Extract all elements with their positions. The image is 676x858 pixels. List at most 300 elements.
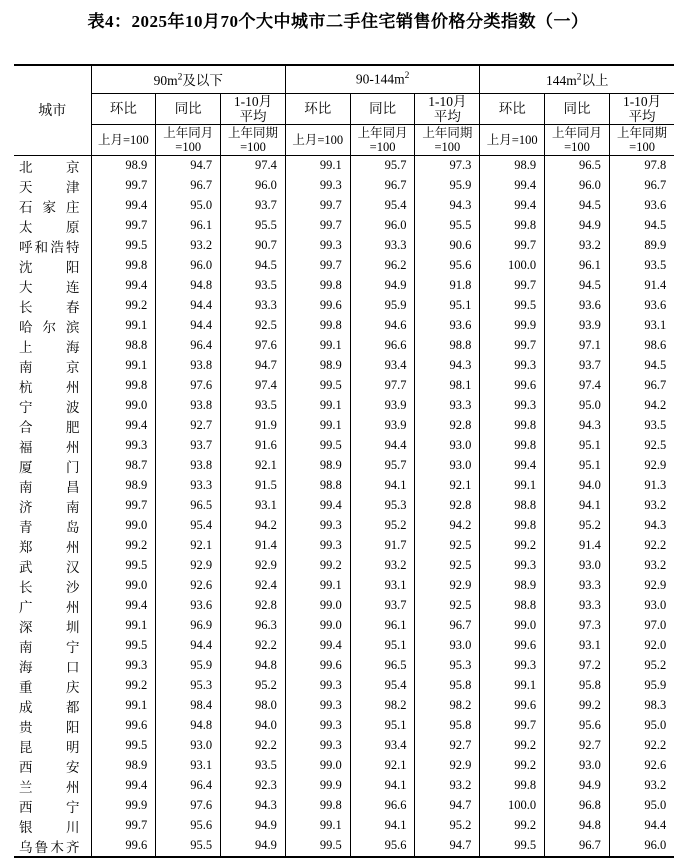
index-value-cell: 99.4 (91, 196, 156, 216)
col-header-base (156, 124, 221, 155)
city-name-cell (14, 216, 91, 236)
index-value-cell: 93.5 (221, 756, 286, 776)
index-value-cell: 94.8 (221, 656, 286, 676)
city-name (14, 676, 91, 696)
city-name-char: 郑 (19, 539, 33, 555)
table-row (14, 496, 674, 516)
city-name-char: 昆 (19, 739, 33, 755)
index-value-cell: 92.1 (350, 756, 415, 776)
city-name-char: 和 (34, 239, 49, 255)
index-value-cell: 95.3 (415, 656, 480, 676)
index-value-cell: 95.2 (350, 516, 415, 536)
index-value-cell: 98.2 (350, 696, 415, 716)
index-value-cell: 91.4 (644, 278, 667, 292)
index-value-cell: 99.6 (285, 656, 350, 676)
city-name-char: 乌 (19, 839, 33, 855)
city-name-cell (14, 416, 91, 436)
index-value-cell: 96.7 (644, 178, 667, 192)
index-value-cell: 99.4 (480, 176, 545, 196)
index-value-cell: 92.9 (415, 756, 480, 776)
city-name-char: 肥 (66, 419, 80, 435)
index-value-cell: 93.6 (415, 316, 480, 336)
index-value-cell: 95.3 (156, 676, 221, 696)
city-name-char: 原 (66, 219, 80, 235)
city-name-char: 津 (66, 179, 80, 195)
index-value-cell: 98.9 (480, 155, 545, 176)
city-name-cell (14, 816, 91, 836)
index-value-cell: 95.0 (644, 798, 667, 812)
index-value-cell: 95.5 (156, 836, 221, 857)
col-header-group-90-below (91, 65, 285, 93)
index-value-cell: 95.5 (221, 216, 286, 236)
group-label-text: 144m (546, 73, 577, 89)
index-value-cell: 99.7 (285, 216, 350, 236)
city-name (14, 296, 91, 316)
index-value-cell: 94.9 (545, 216, 610, 236)
index-value-cell: 93.6 (156, 596, 221, 616)
index-value-cell: 99.2 (545, 696, 610, 716)
city-name (14, 156, 91, 176)
city-name (14, 456, 91, 476)
index-value-cell: 93.2 (415, 776, 480, 796)
index-value-cell: 96.0 (221, 176, 286, 196)
index-value-cell: 93.7 (156, 436, 221, 456)
index-value-cell: 93.7 (221, 196, 286, 216)
index-value-cell: 93.3 (415, 396, 480, 416)
table-row (14, 576, 674, 596)
index-value-cell: 99.3 (91, 436, 156, 456)
city-name-cell (14, 436, 91, 456)
index-value-cell: 92.2 (644, 538, 667, 552)
index-value-cell: 99.5 (91, 736, 156, 756)
index-value-cell: 93.5 (221, 396, 286, 416)
header-label-line: =100 (369, 139, 396, 154)
index-value-cell: 99.3 (285, 176, 350, 196)
index-value-cell: 92.5 (221, 316, 286, 336)
index-value-cell: 99.7 (480, 336, 545, 356)
group-label-sup: 2 (404, 71, 410, 81)
index-value-cell: 99.3 (480, 556, 545, 576)
city-name (14, 516, 91, 536)
index-value-cell: 99.1 (91, 316, 156, 336)
index-value-cell: 99.9 (285, 776, 350, 796)
index-value-cell: 99.6 (480, 376, 545, 396)
city-name-cell (14, 736, 91, 756)
index-value-cell: 97.4 (221, 376, 286, 396)
table-row (14, 236, 674, 256)
index-value-cell: 99.2 (285, 556, 350, 576)
city-name-char: 宁 (66, 639, 80, 655)
index-value-cell: 99.7 (91, 216, 156, 236)
index-value-cell: 99.0 (91, 576, 156, 596)
index-value-cell: 99.5 (285, 376, 350, 396)
index-value-cell: 95.6 (350, 836, 415, 857)
index-value-cell: 99.5 (91, 556, 156, 576)
index-value-cell: 97.2 (545, 656, 610, 676)
city-name-char: 济 (19, 499, 33, 515)
index-value-cell: 93.1 (545, 636, 610, 656)
page-title: 表4：2025年10月70个大中城市二手住宅销售价格分类指数（一） (87, 12, 589, 31)
table-row (14, 716, 674, 736)
index-value-cell: 99.5 (285, 836, 350, 857)
col-header-measure (91, 93, 156, 124)
index-value-cell: 90.6 (415, 236, 480, 256)
index-value-cell: 99.3 (480, 356, 545, 376)
city-name-char: 上 (19, 339, 33, 355)
index-value-cell: 99.2 (91, 536, 156, 556)
index-value-cell: 98.9 (285, 356, 350, 376)
index-value-cell: 96.4 (156, 336, 221, 356)
city-name-char: 门 (66, 459, 80, 475)
city-name (14, 356, 91, 376)
index-value-cell: 97.3 (415, 155, 480, 176)
index-value-cell: 92.9 (415, 576, 480, 596)
index-value-cell: 99.1 (480, 676, 545, 696)
index-value-cell: 95.1 (415, 296, 480, 316)
index-value-cell: 98.7 (91, 456, 156, 476)
index-value-cell: 94.8 (156, 716, 221, 736)
city-name (14, 696, 91, 716)
city-name-char: 庄 (66, 199, 80, 215)
index-value-cell: 98.8 (285, 476, 350, 496)
index-value-cell: 99.3 (285, 696, 350, 716)
city-name-char: 州 (66, 779, 80, 795)
header-label-line: 同比 (563, 101, 591, 116)
index-value-cell: 94.4 (156, 316, 221, 336)
col-header-group-90-144 (285, 65, 479, 93)
city-name-cell (14, 636, 91, 656)
index-value-cell: 99.8 (480, 776, 545, 796)
index-value-cell: 95.5 (415, 216, 480, 236)
group-label-sup: 2 (576, 72, 582, 83)
index-value-cell: 96.7 (156, 176, 221, 196)
index-value-cell: 93.2 (644, 778, 667, 792)
index-value-cell: 92.9 (644, 458, 667, 472)
index-value-cell: 98.4 (156, 696, 221, 716)
index-value-cell: 99.8 (480, 216, 545, 236)
header-row-measures (14, 93, 674, 124)
table-row (14, 816, 674, 836)
index-value-cell: 93.5 (644, 418, 667, 432)
table-row (14, 596, 674, 616)
index-value-cell: 99.1 (285, 336, 350, 356)
header-label-line: =100 (240, 139, 266, 154)
col-header-base (545, 124, 610, 155)
table-row (14, 396, 674, 416)
table-row (14, 756, 674, 776)
index-value-cell: 92.9 (221, 556, 286, 576)
header-label-line: 环比 (498, 101, 526, 116)
index-value-cell: 99.1 (285, 816, 350, 836)
header-label-line: 同比 (369, 101, 397, 116)
index-value-cell: 92.8 (415, 496, 480, 516)
city-name-char: 合 (19, 419, 33, 435)
index-value-cell: 97.4 (545, 376, 610, 396)
table-row (14, 155, 674, 176)
index-value-cell: 99.2 (91, 676, 156, 696)
col-header-measure (221, 93, 286, 124)
index-value-cell: 99.2 (480, 536, 545, 556)
city-name (14, 376, 91, 396)
index-value-cell: 99.2 (480, 736, 545, 756)
index-value-cell: 94.5 (644, 358, 667, 372)
index-value-cell: 92.9 (156, 556, 221, 576)
index-value-cell: 92.1 (221, 456, 286, 476)
index-value-cell: 91.8 (415, 276, 480, 296)
table-row (14, 776, 674, 796)
table-row (14, 636, 674, 656)
table-body (14, 155, 674, 857)
header-label-line: 1-10月 (233, 93, 273, 109)
index-value-cell: 94.9 (221, 836, 286, 857)
city-name (14, 836, 91, 856)
index-value-cell: 96.0 (156, 256, 221, 276)
city-name-cell (14, 476, 91, 496)
city-name-cell (14, 576, 91, 596)
index-value-cell: 98.8 (91, 336, 156, 356)
header-label-line: =100 (434, 139, 461, 154)
table-row (14, 836, 674, 857)
table-row (14, 656, 674, 676)
header-row-base (14, 124, 674, 155)
index-value-cell: 94.3 (415, 196, 480, 216)
index-value-cell: 99.5 (91, 236, 156, 256)
index-value-cell: 94.1 (350, 476, 415, 496)
city-name-char: 天 (19, 179, 33, 195)
city-name-char: 沈 (19, 259, 33, 275)
index-value-cell: 95.4 (350, 196, 415, 216)
city-name-char: 石 (19, 199, 33, 215)
table-row (14, 796, 674, 816)
index-value-cell: 99.1 (285, 155, 350, 176)
city-name (14, 256, 91, 276)
index-value-cell: 94.8 (156, 276, 221, 296)
city-name-char: 连 (66, 279, 80, 295)
index-value-cell: 99.7 (91, 816, 156, 836)
header-label-line: 上年同期 (617, 125, 668, 140)
header-label-line: =100 (629, 139, 655, 154)
index-value-cell: 97.6 (156, 376, 221, 396)
city-name (14, 196, 91, 216)
table-row (14, 336, 674, 356)
index-value-cell: 99.8 (480, 416, 545, 436)
header-label-line: 1-10月 (622, 93, 662, 109)
index-value-cell: 95.8 (545, 676, 610, 696)
index-value-cell: 93.4 (350, 356, 415, 376)
index-value-cell: 95.8 (415, 676, 480, 696)
index-value-cell: 95.1 (545, 436, 610, 456)
index-value-cell: 99.3 (285, 716, 350, 736)
index-value-cell: 94.1 (545, 496, 610, 516)
city-name-char: 哈 (19, 319, 33, 335)
table-row (14, 316, 674, 336)
city-name-cell (14, 296, 91, 316)
index-value-cell: 96.7 (545, 836, 610, 857)
city-name-char: 深 (19, 619, 33, 635)
city-name-char: 尔 (42, 319, 56, 335)
index-value-cell: 95.1 (350, 636, 415, 656)
index-value-cell: 95.1 (545, 456, 610, 476)
index-value-cell: 99.3 (285, 516, 350, 536)
table-row (14, 216, 674, 236)
header-label-line: 平均 (239, 108, 267, 124)
city-name-cell (14, 656, 91, 676)
index-value-cell: 95.0 (156, 196, 221, 216)
city-name-char: 鲁 (34, 839, 49, 855)
city-name (14, 276, 91, 296)
index-value-cell: 99.3 (91, 656, 156, 676)
index-value-cell: 96.0 (644, 838, 667, 852)
city-name-cell (14, 276, 91, 296)
header-label-line: 上月=100 (486, 132, 538, 147)
index-value-cell: 99.2 (91, 296, 156, 316)
city-name-char: 杭 (19, 379, 33, 395)
city-name (14, 536, 91, 556)
city-name (14, 756, 91, 776)
index-value-cell: 99.8 (285, 796, 350, 816)
index-value-cell: 94.7 (221, 356, 286, 376)
city-name-char: 安 (66, 759, 80, 775)
city-name-char: 春 (66, 299, 80, 315)
index-value-cell: 92.1 (415, 476, 480, 496)
city-name-char: 家 (42, 199, 56, 215)
index-value-cell: 95.8 (415, 716, 480, 736)
col-header-base (350, 124, 415, 155)
city-name-char: 州 (66, 539, 80, 555)
city-name-char: 太 (19, 219, 33, 235)
index-value-cell: 98.2 (415, 696, 480, 716)
index-value-cell: 98.6 (644, 338, 667, 352)
index-value-cell: 95.2 (415, 816, 480, 836)
city-name-char: 长 (19, 579, 33, 595)
col-header-measure (350, 93, 415, 124)
header-label-line: 环比 (304, 101, 332, 116)
city-name-char: 成 (19, 699, 33, 715)
index-value-cell: 99.5 (91, 636, 156, 656)
index-value-cell: 93.0 (545, 756, 610, 776)
city-name (14, 556, 91, 576)
city-name-char: 特 (65, 239, 80, 255)
index-value-cell: 96.2 (350, 256, 415, 276)
index-value-cell: 99.9 (480, 316, 545, 336)
city-name-char: 圳 (66, 619, 80, 635)
index-value-cell: 92.2 (221, 636, 286, 656)
index-value-cell: 94.8 (545, 816, 610, 836)
city-name-char: 南 (19, 479, 33, 495)
index-value-cell: 94.7 (415, 836, 480, 857)
index-value-cell: 99.8 (480, 516, 545, 536)
index-value-cell: 94.1 (350, 776, 415, 796)
index-value-cell: 99.8 (285, 316, 350, 336)
table-row (14, 276, 674, 296)
city-name (14, 316, 91, 336)
city-name-cell (14, 676, 91, 696)
header-label-line: =100 (175, 139, 202, 154)
city-name (14, 576, 91, 596)
index-value-cell: 94.6 (350, 316, 415, 336)
city-name-cell (14, 336, 91, 356)
table-row (14, 556, 674, 576)
index-value-cell: 91.4 (545, 536, 610, 556)
col-header-measure (609, 93, 674, 124)
table-row (14, 736, 674, 756)
city-name-char: 州 (66, 599, 80, 615)
index-value-cell: 95.4 (156, 516, 221, 536)
city-name (14, 796, 91, 816)
index-value-cell: 93.2 (350, 556, 415, 576)
city-name-char: 南 (19, 639, 33, 655)
index-value-cell: 95.2 (221, 676, 286, 696)
index-value-cell: 98.9 (91, 155, 156, 176)
index-value-cell: 99.1 (285, 416, 350, 436)
table-row (14, 436, 674, 456)
index-value-cell: 96.7 (415, 616, 480, 636)
index-value-cell: 91.6 (221, 436, 286, 456)
index-value-cell: 93.2 (156, 236, 221, 256)
city-name (14, 716, 91, 736)
index-value-cell: 93.5 (644, 258, 667, 272)
header-label-line: 1-10月 (428, 93, 467, 109)
city-name-char: 大 (19, 279, 33, 295)
index-value-cell: 99.0 (480, 616, 545, 636)
city-name (14, 496, 91, 516)
city-name-char: 武 (19, 559, 33, 575)
city-name-char: 阳 (66, 259, 80, 275)
table-row (14, 256, 674, 276)
city-name-char: 贵 (19, 719, 33, 735)
city-name-char: 京 (66, 159, 80, 175)
index-value-cell: 97.7 (350, 376, 415, 396)
index-value-cell: 91.3 (644, 478, 667, 492)
index-value-cell: 94.5 (221, 256, 286, 276)
city-name-cell (14, 596, 91, 616)
city-name-char: 西 (19, 759, 33, 775)
index-value-cell: 93.7 (350, 596, 415, 616)
city-name-char: 波 (66, 399, 80, 415)
city-name (14, 216, 91, 236)
index-value-cell: 93.5 (221, 276, 286, 296)
col-header-base (221, 124, 286, 155)
index-value-cell: 96.1 (350, 616, 415, 636)
city-name-char: 海 (19, 659, 33, 675)
index-value-cell: 95.4 (350, 676, 415, 696)
index-value-cell: 93.8 (156, 456, 221, 476)
index-value-cell: 93.0 (415, 636, 480, 656)
city-name (14, 636, 91, 656)
index-value-cell: 96.6 (350, 336, 415, 356)
index-value-cell: 93.0 (415, 436, 480, 456)
index-value-cell: 99.0 (285, 616, 350, 636)
index-value-cell: 99.1 (91, 696, 156, 716)
index-value-cell: 96.1 (156, 216, 221, 236)
city-name-char: 州 (66, 439, 80, 455)
city-name-char: 齐 (65, 839, 80, 855)
col-header-group-144-above (480, 65, 674, 93)
index-value-cell: 95.9 (644, 678, 667, 692)
index-value-cell: 99.3 (480, 396, 545, 416)
index-value-cell: 93.0 (545, 556, 610, 576)
index-value-cell: 93.6 (644, 298, 667, 312)
header-label-line: 上年同月 (552, 125, 603, 140)
index-value-cell: 93.6 (545, 296, 610, 316)
index-value-cell: 99.3 (285, 736, 350, 756)
index-value-cell: 94.3 (644, 518, 667, 532)
index-value-cell: 99.5 (285, 436, 350, 456)
city-name-char: 岛 (66, 519, 80, 535)
city-name-cell (14, 696, 91, 716)
index-value-cell: 94.5 (545, 276, 610, 296)
city-name-char: 明 (66, 739, 80, 755)
